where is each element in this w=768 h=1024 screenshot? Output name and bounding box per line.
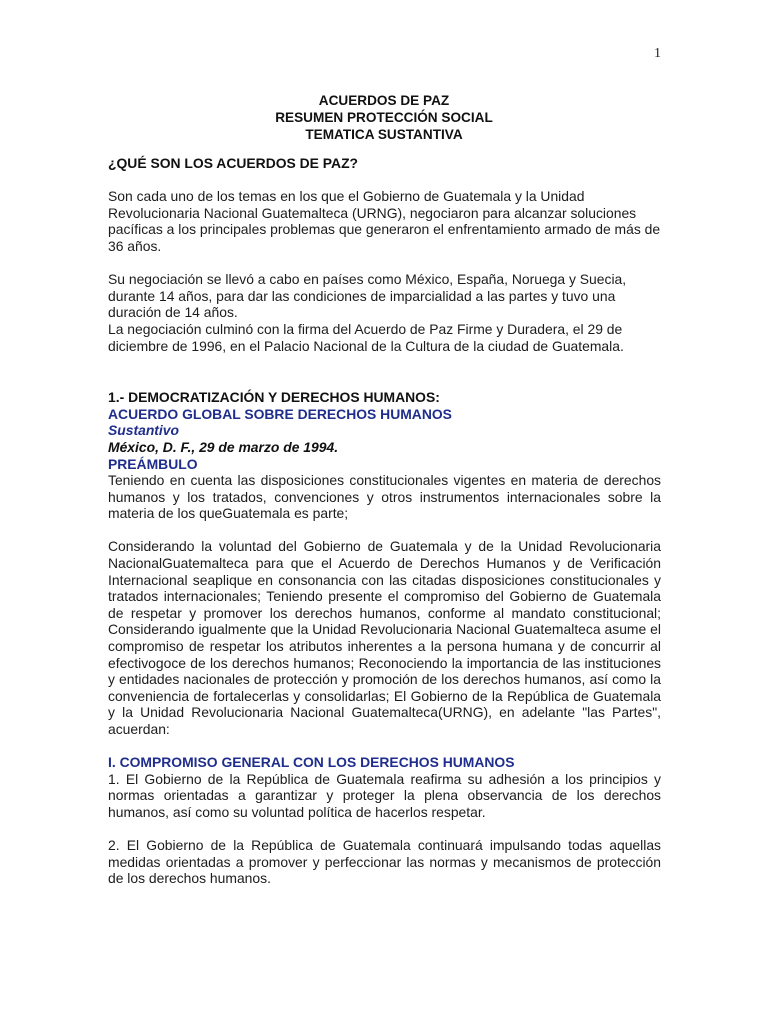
document-title bbox=[0, 92, 768, 143]
question-paragraph-2: Su negociación se llevó a cabo en países como México, España, Noruega y Suecia, durante 14 años, para dar las condiciones de imparcialidad a las partes y tuvo una duración de 14 años. bbox=[108, 271, 627, 321]
section-1-heading: 1.- DEMOCRATIZACIÓN Y DERECHOS HUMANOS: bbox=[108, 389, 440, 406]
title-line-3: TEMATICA SUSTANTIVA bbox=[305, 127, 463, 142]
question-paragraph-3: La negociación culminó con la firma del Acuerdo de Paz Firme y Duradera, el 29 de diciembre de 1996, en el Palacio Nacional de la Cultura de la ciudad de Guatemala. bbox=[108, 320, 624, 354]
chapter-1-item-1: 1. El Gobierno de la República de Guatemala reafirma su adhesión a los principios y normas orientadas a garantizar y proteger la plena observancia de los derechos humanos, así como su voluntad política de hacerlos respetar. bbox=[108, 770, 661, 820]
question-heading: ¿QUÉ SON LOS ACUERDOS DE PAZ? bbox=[108, 155, 359, 171]
chapter-1-item-2: 2. El Gobierno de la República de Guatemala continuará impulsando todas aquellas medidas orientadas a promover y perfeccionar las normas y mecanismos de protección de los derechos humanos. bbox=[108, 837, 661, 887]
preamble-label: PREÁMBULO bbox=[108, 455, 198, 472]
preamble-paragraph-1: Teniendo en cuenta las disposiciones constitucionales vigentes en materia de derechos humanos y los tratados, convenciones y otros instrumentos internacionales sobre la materia de los queGuatemala es parte; bbox=[108, 472, 661, 522]
agreement-title: ACUERDO GLOBAL SOBRE DERECHOS HUMANOS bbox=[108, 405, 452, 422]
agreement-date-place: México, D. F., 29 de marzo de 1994. bbox=[108, 438, 339, 455]
chapter-1-heading: I. COMPROMISO GENERAL CON LOS DERECHOS HUMANOS bbox=[108, 754, 515, 771]
title-line-1: ACUERDOS DE PAZ bbox=[318, 93, 450, 108]
title-line-2: RESUMEN PROTECCIÓN SOCIAL bbox=[275, 110, 493, 125]
agreement-category: Sustantivo bbox=[108, 422, 180, 439]
document-body bbox=[108, 155, 661, 887]
preamble-paragraph-2: Considerando la voluntad del Gobierno de Guatemala y de la Unidad Revolucionaria NacionalGuatemalteca para que el Acuerdo de Derechos Humanos y de Verificación Internacional seaplique en consonancia con las citadas disposiciones constitucionales y tratados internacionales; Teniendo presente el compromiso del Gobierno de Guatemala de respetar y promover los derechos humanos, conforme al mandato constitucional; Considerando igualmente que la Unidad Revolucionaria Nacional Guatemalteca asume el compromiso de respetar los atributos inherentes a la persona humana y de concurrir al efectivogoce de los derechos humanos; Reconociendo la importancia de las instituciones y entidades nacionales de protección y promoción de los derechos humanos, así como la conveniencia de fortalecerlas y consolidarlas; El Gobierno de la República de Guatemala y la Unidad Revolucionaria Nacional Guatemalteca(URNG), en adelante "las Partes", acuerdan: bbox=[108, 538, 661, 737]
question-paragraph-1: Son cada uno de los temas en los que el Gobierno de Guatemala y la Unidad Revolucionaria Nacional Guatemalteca (URNG), negociaron para alcanzar soluciones pacíficas a los principales problemas que generaron el enfrentamiento armado de más de 36 años. bbox=[108, 188, 661, 254]
page-number: 1 bbox=[654, 46, 661, 61]
